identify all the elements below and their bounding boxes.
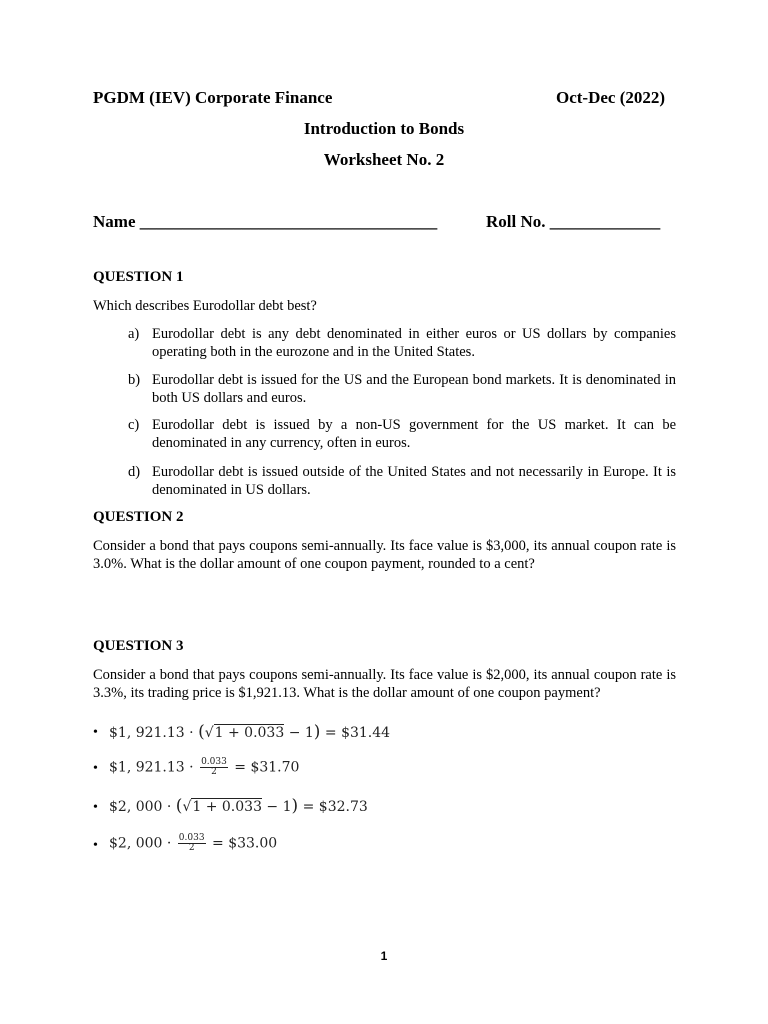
choice-radicand: 1 + 0.033 bbox=[192, 799, 262, 815]
bullet-icon: • bbox=[93, 800, 98, 815]
bullet-icon: • bbox=[93, 838, 98, 853]
choice-base: $1, 921.13 · bbox=[109, 725, 194, 741]
question-2-prompt: Consider a bond that pays coupons semi-annually. Its face value is $3,000, its annual coupon rate is 3.0%. What is the dollar amount of one coupon payment, rounded to a cent? bbox=[93, 538, 676, 572]
roll-number-field: Roll No. _____________ bbox=[486, 212, 661, 231]
course-title: PGDM (IEV) Corporate Finance bbox=[93, 88, 333, 107]
option-text: Eurodollar debt is issued outside of the United States and not necessarily in Europe. It is denominated in US dollars. bbox=[152, 464, 676, 498]
choice-result: = $31.44 bbox=[324, 725, 391, 741]
choice-fraction bbox=[178, 834, 206, 853]
page-number: 1 bbox=[380, 949, 388, 963]
question-3-prompt: Consider a bond that pays coupons semi-annually. Its face value is $2,000, its annual coupon rate is 3.3%, its trading price is $1,921.13. What is the dollar amount of one coupon payment? bbox=[93, 667, 676, 701]
option-text: Eurodollar debt is issued by a non-US government for the US market. It can be denominated in any currency, often in euros. bbox=[152, 417, 676, 451]
choice-fraction bbox=[200, 758, 228, 777]
question-1-option-d bbox=[128, 463, 676, 499]
question-2-title: QUESTION 2 bbox=[93, 509, 184, 525]
worksheet-number: Worksheet No. 2 bbox=[323, 150, 445, 169]
question-1-option-a bbox=[128, 325, 676, 361]
option-label: a) bbox=[128, 326, 140, 342]
option-label: b) bbox=[128, 372, 141, 388]
bullet-icon: • bbox=[93, 725, 98, 740]
name-field: Name ___________________________________ bbox=[93, 212, 438, 231]
question-3-choice-4 bbox=[109, 834, 277, 853]
question-1-prompt: Which describes Eurodollar debt best? bbox=[93, 298, 317, 314]
option-text: Eurodollar debt is issued for the US and the European bond markets. It is denominated in both US dollars and euros. bbox=[152, 372, 676, 406]
question-3-choice-1: $1, 921.13 · (√1 + 0.033 − 1) = $31.44 bbox=[109, 722, 391, 742]
term-label: Oct-Dec (2022) bbox=[556, 88, 666, 107]
choice-base: $1, 921.13 · bbox=[109, 759, 194, 776]
bullet-icon: • bbox=[93, 761, 98, 776]
question-1-title: QUESTION 1 bbox=[93, 269, 184, 285]
fraction-numerator: 0.033 bbox=[201, 757, 227, 767]
fraction-numerator: 0.033 bbox=[178, 833, 205, 843]
fraction-denominator: 2 bbox=[211, 767, 217, 777]
question-3-choice-2 bbox=[109, 758, 299, 777]
question-3-choice-3: $2, 000 · (√1 + 0.033 − 1) = $32.73 bbox=[109, 796, 368, 816]
choice-radicand: 1 + 0.033 bbox=[214, 725, 285, 741]
option-text: Eurodollar debt is any debt denominated in either euros or US dollars by companies operating both in the eurozone and in the United States. bbox=[152, 326, 676, 360]
option-label: c) bbox=[128, 417, 140, 433]
question-1-option-c bbox=[128, 416, 676, 452]
choice-base: $2, 000 · bbox=[109, 835, 172, 852]
choice-result: = $31.70 bbox=[234, 759, 300, 776]
worksheet-title: Introduction to Bonds bbox=[303, 119, 465, 138]
choice-base: $2, 000 · bbox=[109, 799, 172, 815]
option-label: d) bbox=[128, 464, 141, 480]
question-1-option-b bbox=[128, 371, 676, 407]
fraction-denominator: 2 bbox=[188, 843, 195, 853]
choice-result: = $33.00 bbox=[212, 835, 278, 852]
choice-result: = $32.73 bbox=[302, 799, 368, 815]
question-3-title: QUESTION 3 bbox=[93, 638, 184, 654]
